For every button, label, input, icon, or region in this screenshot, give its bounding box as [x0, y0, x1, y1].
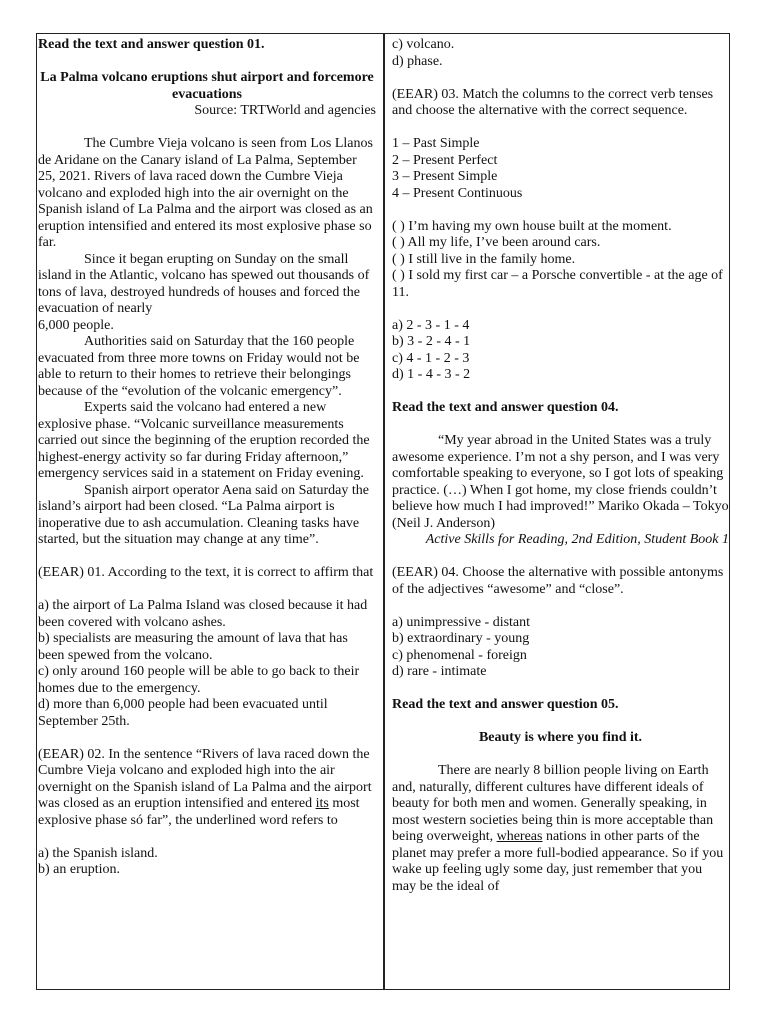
article-title: La Palma volcano eruptions shut airport and forcemore evacuations	[40, 70, 374, 102]
q02-prompt-before: (EEAR) 02. In the sentence “Rivers of lava raced down the Cumbre Vieja volcano and exploded high into the air overnight on the Spanish island of La Palma and the airport was closed as an eruption intensified and entered	[38, 746, 372, 811]
q05-title: Beauty is where you find it.	[478, 730, 643, 745]
article-paragraph: The Cumbre Vieja volcano is seen from Los Llanos de Aridane on the Canary island of La Palma, September 25, 2021. Rivers of lava raced down the Cumbre Vieja volcano and exploded high into the air overnight on the Spanish island of La Palma and the airport was closed as an eruption intensified and entered its most explosive phase so far.	[38, 136, 373, 250]
q04-header: Read the text and answer question 04.	[392, 400, 619, 415]
q03-sentence: ( ) I sold my first car – a Porsche convertible - at the age of 11.	[392, 268, 723, 300]
q05-underlined-word: whereas	[496, 829, 543, 844]
q04-citation: Active Skills for Reading, 2nd Edition, Student Book 1	[425, 532, 729, 547]
q03-tense: 2 – Present Perfect	[392, 152, 498, 168]
q04-option-d: d) rare - intimate	[392, 664, 487, 679]
q02-prompt	[38, 747, 376, 830]
article-paragraph: Since it began erupting on Sunday on the small island in the Atlantic, volcano has spewed out thousands of tons of lava, destroyed hundreds of houses and forced the evacuation of nearly	[38, 251, 370, 316]
q04-prompt: (EEAR) 04. Choose the alternative with possible antonyms of the adjectives “awesome” and “close”.	[392, 565, 724, 597]
q03-sentence: ( ) All my life, I’ve been around cars.	[392, 235, 601, 250]
q01-option-a: a) the airport of La Palma Island was closed because it had been covered with volcano ashes.	[38, 598, 368, 630]
right-column	[392, 37, 729, 987]
q03-option-a: a) 2 - 3 - 1 - 4	[392, 317, 470, 333]
column-divider	[383, 34, 385, 990]
q03-tense: 3 – Present Simple	[392, 169, 498, 184]
q01-header: Read the text and answer question 01.	[38, 37, 265, 52]
q02-underlined-word: its	[315, 796, 329, 811]
q04-option-a: a) unimpressive - distant	[392, 614, 531, 630]
q03-option-d: d) 1 - 4 - 3 - 2	[392, 367, 471, 382]
q01-option-c: c) only around 160 people will be able to go back to their homes due to the emergency.	[38, 664, 360, 696]
q05-text-before: There are nearly 8 billion people living on Earth and, naturally, different cultures have different ideals of beauty for both men and women. Generally speaking, in most western societies being thin is more acceptable than being overweight,	[392, 763, 714, 844]
q03-prompt: (EEAR) 03. Match the columns to the correct verb tenses and choose the alternative with the correct sequence.	[392, 86, 714, 118]
q02-prompt-after: most explosive phase só far”, the underlined word refers to	[38, 796, 360, 828]
article-paragraph: Authorities said on Saturday that the 160 people evacuated from three more towns on Friday would not be able to return to their homes to retrieve their belongings because of the “evolution of the volcanic emergency”.	[38, 334, 360, 399]
q01-prompt: (EEAR) 01. According to the text, it is correct to affirm that	[38, 565, 374, 580]
article-paragraph: 6,000 people.	[38, 317, 114, 333]
article-paragraph: Spanish airport operator Aena said on Saturday the island’s airport had been closed. “La Palma airport is inoperative due to ash accumulation. Cleaning tasks have started, but the situation may change at any time”.	[38, 482, 369, 547]
q04-quote: “My year abroad in the United States was a truly awesome experience. I’m not a shy person, and I was very comfortable speaking to everyone, so I got lots of speaking practice. (…) When I got home, my close friends couldn’t believe how much I had improved!” Mariko Okada – Tokyo (Neil J. Anderson)	[392, 433, 729, 531]
q03-sentence: ( ) I still live in the family home.	[392, 251, 576, 267]
q01-option-b: b) specialists are measuring the amount of lava that has been spewed from the volcano.	[38, 631, 348, 663]
q01-option-d: d) more than 6,000 people had been evacuated until September 25th.	[38, 697, 328, 729]
q04-option-c: c) phenomenal - foreign	[392, 647, 527, 663]
q03-tense: 1 – Past Simple	[392, 136, 480, 151]
left-column	[38, 37, 376, 987]
q02-option-d: d) phase.	[392, 53, 443, 69]
q05-text	[392, 763, 729, 895]
q03-option-c: c) 4 - 1 - 2 - 3	[392, 350, 470, 366]
q05-text-after: nations in other parts of the planet may prefer a more full-bodied appearance. So if you wake up feeling ugly some day, just remember that you may be the ideal of	[392, 829, 724, 894]
q02-option-b: b) an eruption.	[38, 862, 121, 877]
article-paragraph: Experts said the volcano had entered a new explosive phase. “Volcanic surveillance measurements carried out since the beginning of the eruption recorded the highest-energy activity so far during Friday afternoon,” emergency services said in a statement on Friday evening.	[38, 400, 370, 481]
q03-option-b: b) 3 - 2 - 4 - 1	[392, 334, 471, 349]
q04-option-b: b) extraordinary - young	[392, 631, 530, 646]
q03-tense: 4 – Present Continuous	[392, 185, 523, 201]
q02-option-a: a) the Spanish island.	[38, 845, 158, 861]
article-source: Source: TRTWorld and agencies	[194, 103, 376, 118]
q03-sentence: ( ) I’m having my own house built at the moment.	[392, 218, 672, 234]
q05-header: Read the text and answer question 05.	[392, 697, 619, 712]
q02-option-c: c) volcano.	[392, 37, 455, 52]
